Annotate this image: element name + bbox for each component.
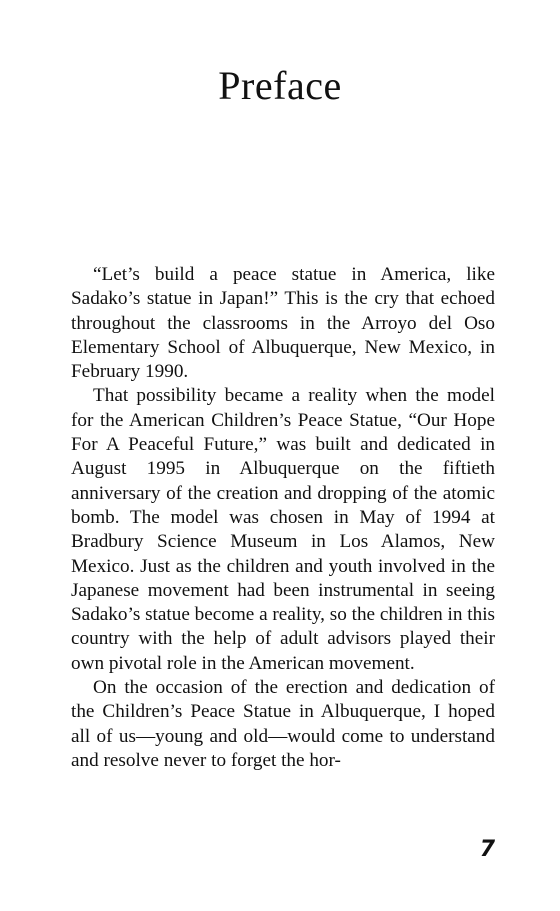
paragraph: “Let’s build a peace statue in America, like Sadako’s statue in Japan!” This is the cry that echoed throughout the classrooms in the Arroyo del Oso Elementary School of Albuquerque, New Mexico, in February 1990. — [71, 264, 495, 383]
body-text — [71, 263, 495, 773]
paragraph: On the occasion of the erection and dedication of the Children’s Peace Statue in Albuquerque, I hoped all of us—young and old—would come to understand and resolve never to forget the hor- — [71, 677, 495, 771]
paragraph: That possibility became a reality when the model for the American Children’s Peace Statue, “Our Hope For A Peaceful Future,” was built and dedicated in August 1995 in Albuquerque on the fiftieth anniversary of the creation and dropping of the atomic bomb. The model was chosen in May of 1994 at Bradbury Science Museum in Los Alamos, New Mexico. Just as the children and youth involved in the Japanese movement had been instrumental in seeing Sadako’s statue become a reality, so the children in this country with the help of adult advisors played their own pivotal role in the American movement. — [71, 385, 495, 674]
page-number: 7 — [479, 837, 495, 862]
chapter-title: Preface — [218, 63, 342, 108]
